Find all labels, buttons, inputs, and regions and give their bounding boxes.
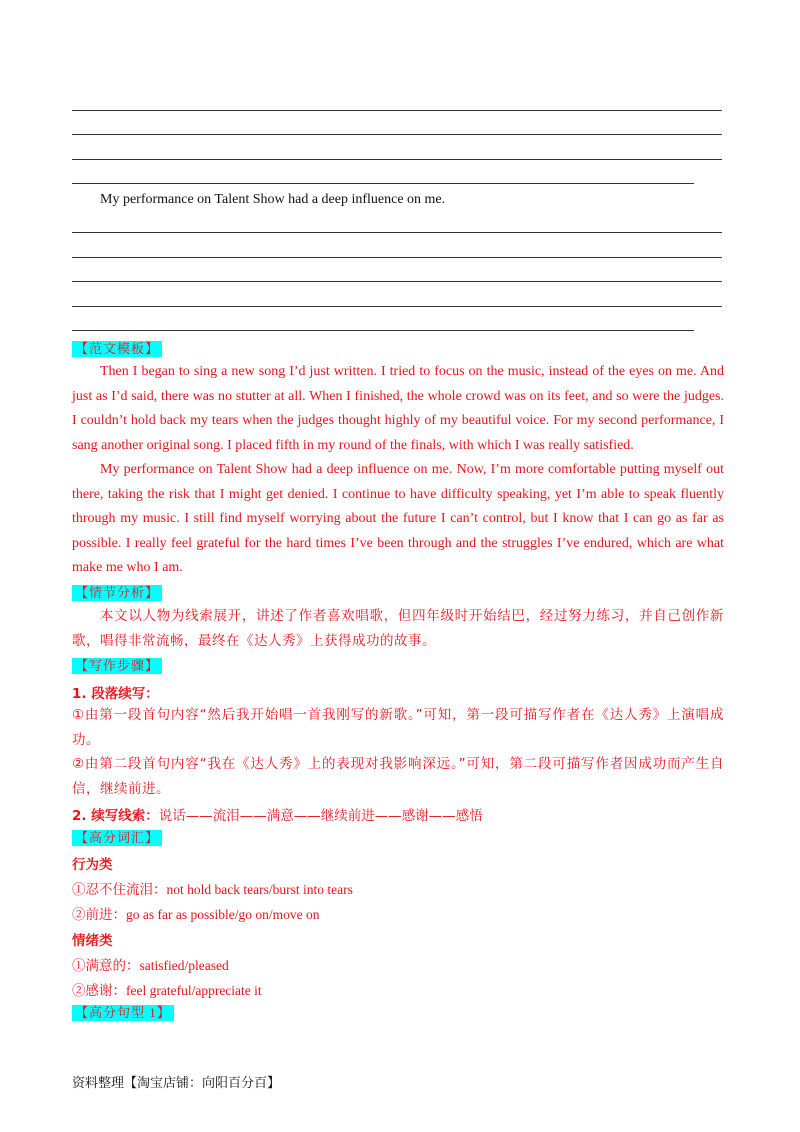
paragraph-prompt: My performance on Talent Show had a deep influence on me. [100, 192, 446, 207]
writing-line [72, 330, 694, 331]
step2-label: 2. 续写线索： [72, 808, 159, 824]
sentence-tag: 【高分句型 1】 [72, 1005, 174, 1021]
plot-analysis-text: 本文以人物为线索展开，讲述了作者喜欢唱歌，但四年级时开始结巴，经过努力练习，并自己创作新歌，唱得非常流畅，最终在《达人秀》上获得成功的故事。 [72, 608, 724, 649]
behavior-title: 行为类 [72, 857, 113, 873]
writing-line [72, 257, 722, 258]
writing-line [72, 134, 722, 135]
behavior-item-1: ①忍不住流泪：not hold back tears/burst into tears [72, 882, 353, 897]
step1-title: 1. 段落续写： [72, 686, 159, 702]
step2-text: 说话——流泪——满意——继续前进——感谢——感悟 [158, 808, 483, 824]
page-footer: 资料整理【淘宝店铺：向阳百分百】 [72, 1076, 281, 1091]
model-paragraph-1: Then I began to sing a new song I’d just written. I tried to focus on the music, instead of the eyes on me. And just as I’d said, there was no stutter at all. When I finished, the whole crowd was on its feet, and so were the judges. I couldn’t hold back my tears when the judges thought highly of my beautiful voice. For my second performance, I sang another original song. I placed fifth in my round of the finals, with which I was really satisfied. [72, 364, 724, 453]
writing-line [72, 281, 722, 282]
writing-line [72, 159, 722, 160]
writing-line [72, 232, 722, 233]
step1-item-b: ②由第二段首句内容“我在《达人秀》上的表现对我影响深远。”可知，第二段可描写作者因成功而产生自信，继续前进。 [72, 756, 724, 797]
writing-line [72, 110, 722, 111]
step1-item-a: ①由第一段首句内容“然后我开始唱一首我刚写的新歌。”可知，第一段可描写作者在《达人秀》上演唱成功。 [72, 707, 724, 748]
plot-analysis-tag: 【情节分析】 [72, 585, 162, 601]
behavior-item-2: ②前进：go as far as possible/go on/move on [72, 907, 320, 922]
vocab-tag: 【高分词汇】 [72, 830, 162, 846]
writing-line [72, 306, 722, 307]
emotion-item-1: ①满意的：satisfied/pleased [72, 958, 229, 973]
step2-line [72, 804, 483, 824]
emotion-title: 情绪类 [72, 933, 113, 949]
model-essay-tag: 【范文模板】 [72, 341, 162, 357]
writing-steps-tag: 【写作步骤】 [72, 658, 162, 674]
emotion-item-2: ②感谢：feel grateful/appreciate it [72, 983, 262, 998]
writing-line [72, 183, 694, 184]
model-paragraph-2: My performance on Talent Show had a deep influence on me. Now, I’m more comfortable putting myself out there, taking the risk that I might get denied. I continue to have difficulty speaking, yet I’m able to speak fluently through my music. I still find myself worrying about the future I can’t control, but I know that I can go as far as possible. I really feel grateful for the hard times I’ve been through and the struggles I’ve endured, which are what make me who I am. [72, 462, 724, 576]
